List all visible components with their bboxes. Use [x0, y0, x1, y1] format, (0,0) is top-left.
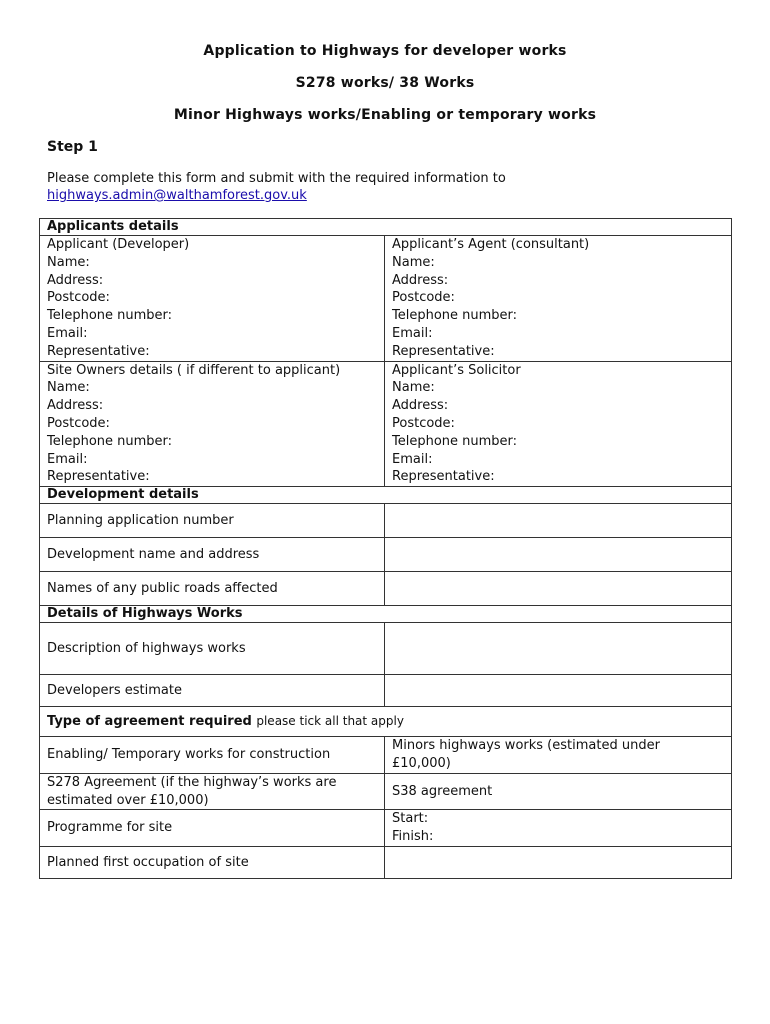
developer-name-label: Name: — [47, 254, 90, 270]
developer-email-label: Email: — [47, 325, 88, 341]
s38-agreement-option[interactable]: S38 agreement — [385, 773, 732, 810]
works-description-input[interactable] — [385, 623, 732, 675]
developers-estimate-label: Developers estimate — [40, 675, 385, 707]
first-occupation-label: Planned first occupation of site — [40, 846, 385, 878]
agreement-tick-note: please tick all that apply — [256, 714, 404, 729]
programme-start-label: Start: — [392, 811, 429, 827]
solicitor-representative-label: Representative: — [392, 469, 495, 485]
development-section-header: Development details — [40, 487, 732, 504]
site-owner-details-cell[interactable] — [40, 361, 385, 487]
form-subtitle-minor: Minor Highways works/Enabling or temporary works — [173, 107, 597, 123]
agreement-section-title: Type of agreement required — [47, 714, 252, 730]
minor-works-option[interactable] — [385, 737, 732, 774]
agent-postcode-label: Postcode: — [392, 290, 455, 306]
site-owner-address-label: Address: — [47, 398, 104, 414]
enabling-works-option[interactable]: Enabling/ Temporary works for construction — [40, 737, 385, 774]
agent-name-label: Name: — [392, 254, 435, 270]
public-roads-label: Names of any public roads affected — [40, 572, 385, 606]
programme-finish-label: Finish: — [392, 829, 434, 845]
agent-representative-label: Representative: — [392, 343, 495, 359]
developer-postcode-label: Postcode: — [47, 290, 110, 306]
solicitor-details-cell[interactable] — [385, 361, 732, 487]
solicitor-postcode-label: Postcode: — [392, 415, 455, 431]
email-link[interactable]: highways.admin@walthamforest.gov.uk — [47, 188, 307, 203]
works-description-label: Description of highways works — [40, 623, 385, 675]
s278-line2: estimated over £10,000) — [47, 792, 209, 808]
developer-details-cell[interactable] — [40, 236, 385, 362]
solicitor-telephone-label: Telephone number: — [392, 433, 518, 449]
application-form-table — [39, 218, 732, 879]
form-title: Application to Highways for developer works — [203, 43, 567, 59]
site-owner-telephone-label: Telephone number: — [47, 433, 173, 449]
developers-estimate-input[interactable] — [385, 675, 732, 707]
agent-telephone-label: Telephone number: — [392, 308, 518, 324]
first-occupation-input[interactable] — [385, 846, 732, 878]
site-owner-email-label: Email: — [47, 451, 88, 467]
solicitor-email-label: Email: — [392, 451, 433, 467]
development-name-label: Development name and address — [40, 538, 385, 572]
developer-address-label: Address: — [47, 272, 104, 288]
developer-representative-label: Representative: — [47, 343, 150, 359]
form-subtitle-s278: S278 works/ 38 Works — [295, 75, 475, 91]
agent-details-cell[interactable] — [385, 236, 732, 362]
s278-agreement-option[interactable] — [40, 773, 385, 810]
minor-works-line2: £10,000) — [392, 755, 451, 771]
solicitor-name-label: Name: — [392, 380, 435, 396]
agent-address-label: Address: — [392, 272, 449, 288]
intro-paragraph — [47, 170, 506, 204]
agent-email-label: Email: — [392, 325, 433, 341]
development-name-input[interactable] — [385, 538, 732, 572]
programme-label: Programme for site — [40, 810, 385, 847]
planning-number-label: Planning application number — [40, 504, 385, 538]
developer-telephone-label: Telephone number: — [47, 308, 173, 324]
intro-text: Please complete this form and submit with the required information to — [47, 171, 506, 186]
public-roads-input[interactable] — [385, 572, 732, 606]
step-heading: Step 1 — [47, 139, 98, 155]
site-owner-postcode-label: Postcode: — [47, 415, 110, 431]
applicants-section-header: Applicants details — [40, 219, 732, 236]
highways-section-header: Details of Highways Works — [40, 606, 732, 623]
site-owner-representative-label: Representative: — [47, 469, 150, 485]
planning-number-input[interactable] — [385, 504, 732, 538]
agent-heading: Applicant’s Agent (consultant) — [392, 237, 590, 252]
programme-dates-cell[interactable] — [385, 810, 732, 847]
site-owner-name-label: Name: — [47, 380, 90, 396]
solicitor-heading: Applicant’s Solicitor — [392, 362, 521, 378]
solicitor-address-label: Address: — [392, 398, 449, 414]
minor-works-line1: Minors highways works (estimated under — [392, 738, 660, 754]
s278-line1: S278 Agreement (if the highway’s works are — [47, 774, 337, 790]
developer-heading: Applicant (Developer) — [47, 237, 190, 252]
site-owner-heading: Site Owners details ( if different to applicant) — [47, 362, 341, 378]
agreement-section-header — [40, 707, 732, 737]
